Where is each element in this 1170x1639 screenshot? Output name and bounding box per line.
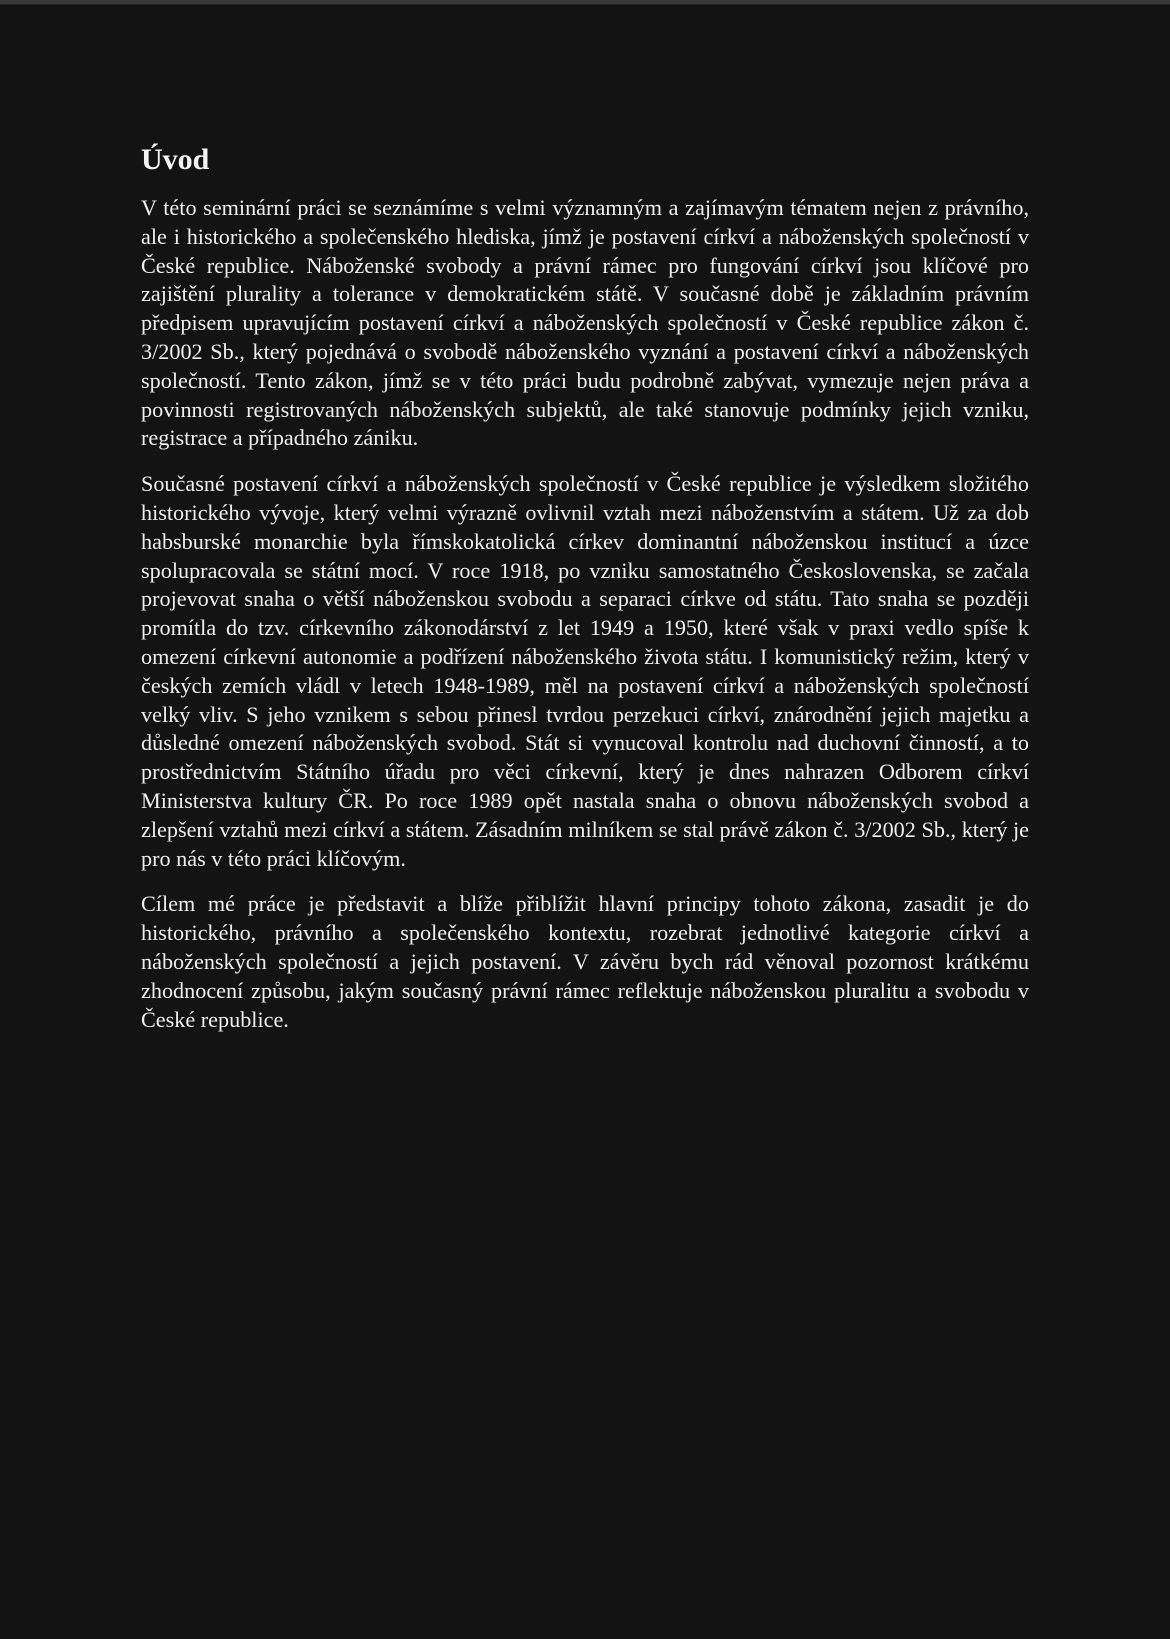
section-heading: Úvod bbox=[141, 143, 210, 176]
paragraph-history: Současné postavení církví a náboženských společností v České republice je výsledkem složitého historického vývoje, který velmi výrazně ovlivnil vztah mezi náboženstvím a státem. Už za dob habsburské monarchie byla římskokatolická církev dominantní náboženskou institucí a úzce spolupracovala se státní mocí. V roce 1918, po vzniku samostatného Československa, se začala projevovat snaha o větší náboženskou svobodu a separaci církve od státu. Tato snaha se později promítla do tzv. církevního zákonodárství z let 1949 a 1950, které však v praxi vedlo spíše k omezení církevní autonomie a podřízení náboženského života státu. I komunistický režim, který v českých zemích vládl v letech 1948-1989, měl na postavení církví a náboženských společností velký vliv. S jeho vznikem s sebou přinesl tvrdou perzekuci církví, znárodnění jejich majetku a důsledné omezení náboženských svobod. Stát si vynucoval kontrolu nad duchovní činností, a to prostřednictvím Státního úřadu pro věci církevní, který je dnes nahrazen Odborem církví Ministerstva kultury ČR. Po roce 1989 opět nastala snaha o obnovu náboženských svobod a zlepšení vztahů mezi církví a státem. Zásadním milníkem se stal právě zákon č. 3/2002 Sb., který je pro nás v této práci klíčovým. bbox=[141, 471, 1029, 871]
paragraph-goal: Cílem mé práce je představit a blíže přiblížit hlavní principy tohoto zákona, zasadit je do historického, právního a společenského kontextu, rozebrat jednotlivé kategorie církví a náboženských společností a jejich postavení. V závěru bych rád věnoval pozornost krátkému zhodnocení způsobu, jakým současný právní rámec reflektuje náboženskou pluralitu a svobodu v České republice. bbox=[141, 891, 1029, 1032]
document-page bbox=[141, 140, 1029, 1051]
top-border bbox=[0, 0, 1170, 5]
paragraph-intro: V této seminární práci se seznámíme s velmi významným a zajímavým tématem nejen z právního, ale i historického a společenského hlediska, jímž je postavení církví a náboženských společností v České republice. Náboženské svobody a právní rámec pro fungování církví jsou klíčové pro zajištění plurality a tolerance v demokratickém státě. V současné době je základním právním předpisem upravujícím postavení církví a náboženských společností v České republice zákon č. 3/2002 Sb., který pojednává o svobodě náboženského vyznání a postavení církví a náboženských společností. Tento zákon, jímž se v této práci budu podrobně zabývat, vymezuje nejen práva a povinnosti registrovaných náboženských subjektů, ale také stanovuje podmínky jejich vzniku, registrace a případného zániku. bbox=[141, 195, 1029, 451]
